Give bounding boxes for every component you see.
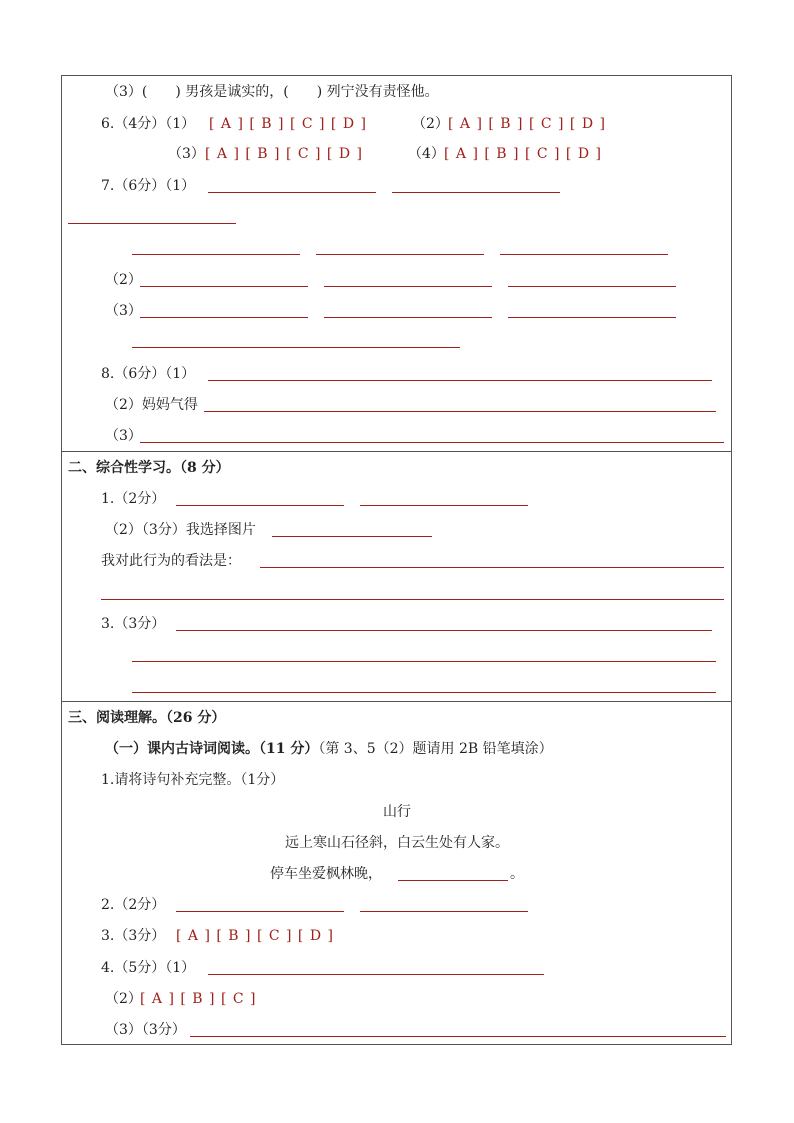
s3-sub-heading-row xyxy=(105,741,553,757)
answer-line[interactable] xyxy=(508,317,676,318)
answer-line[interactable] xyxy=(140,286,308,287)
answer-line[interactable] xyxy=(132,661,716,662)
answer-line[interactable] xyxy=(360,911,528,912)
s3-q4-label: 4.（5分）（1） xyxy=(101,960,196,976)
answer-line[interactable] xyxy=(176,630,712,631)
q6-4-label: （4） xyxy=(408,146,445,162)
answer-line[interactable] xyxy=(324,317,492,318)
q5-3-text: （3）( ) 男孩是诚实的，( ) 列宁没有责怪他。 xyxy=(105,84,439,100)
s3-q1-label: 1.请将诗句补充完整。（1分） xyxy=(101,772,285,788)
q7-2-label: （2） xyxy=(105,272,142,288)
q6-3-label: （3） xyxy=(168,146,205,162)
answer-line[interactable] xyxy=(204,411,716,412)
answer-line[interactable] xyxy=(68,223,236,224)
answer-line[interactable] xyxy=(190,1036,726,1037)
section-2-heading: 二、综合性学习。（8 分） xyxy=(68,460,230,476)
answer-line[interactable] xyxy=(260,567,724,568)
answer-line[interactable] xyxy=(132,254,300,255)
q6-2-options[interactable]: [ A ] [ B ] [ C ] [ D ] xyxy=(448,116,606,132)
section-3-heading: 三、阅读理解。（26 分） xyxy=(68,710,226,726)
poem-line-2-end: 。 xyxy=(510,866,524,882)
answer-line[interactable] xyxy=(316,254,484,255)
answer-line[interactable] xyxy=(208,974,544,975)
answer-line[interactable] xyxy=(508,286,676,287)
q6-label: 6.（4分）（1） xyxy=(101,116,196,132)
q7-label: 7.（6分）（1） xyxy=(101,178,196,194)
q6-1-options[interactable]: [ A ] [ B ] [ C ] [ D ] xyxy=(209,116,367,132)
s3-sub-note: （第 3、5（2）题请用 2B 铅笔填涂） xyxy=(318,741,553,757)
q8-label: 8.（6分）（1） xyxy=(101,366,196,382)
answer-line[interactable] xyxy=(101,599,724,600)
answer-line[interactable] xyxy=(360,505,528,506)
q8-2-label: （2）妈妈气得 xyxy=(105,397,198,413)
poem-answer-line[interactable] xyxy=(398,880,508,881)
s2-q3-label: 3.（3分） xyxy=(101,616,166,632)
s3-q3-label: 3.（3分） xyxy=(101,928,166,944)
s3-q4-2-label: （2） xyxy=(105,991,142,1007)
s3-sub-heading: （一）课内古诗词阅读。（11 分） xyxy=(105,741,319,757)
answer-line[interactable] xyxy=(176,505,344,506)
s3-q2-label: 2.（2分） xyxy=(101,897,166,913)
s2-q1-label: 1.（2分） xyxy=(101,491,166,507)
q8-3-label: （3） xyxy=(105,428,142,444)
section-divider-3 xyxy=(61,701,732,702)
answer-line[interactable] xyxy=(208,192,376,193)
poem-line-2-start: 停车坐爱枫林晚， xyxy=(270,866,382,882)
s3-q3-options[interactable]: [ A ] [ B ] [ C ] [ D ] xyxy=(176,928,334,944)
s2-q2-view-label: 我对此行为的看法是： xyxy=(101,553,241,569)
q7-3-label: （3） xyxy=(105,303,142,319)
q6-3-options[interactable]: [ A ] [ B ] [ C ] [ D ] xyxy=(205,146,363,162)
s3-q4-3-label: （3）（3分） xyxy=(105,1022,186,1038)
answer-line[interactable] xyxy=(176,911,344,912)
answer-line[interactable] xyxy=(272,536,432,537)
answer-line[interactable] xyxy=(324,286,492,287)
s2-q2-label: （2）（3分）我选择图片 xyxy=(105,522,256,538)
answer-line[interactable] xyxy=(208,380,712,381)
poem-title: 山行 xyxy=(383,804,411,820)
answer-line[interactable] xyxy=(500,254,668,255)
answer-line[interactable] xyxy=(392,192,560,193)
answer-line[interactable] xyxy=(140,317,308,318)
answer-line[interactable] xyxy=(132,347,460,348)
s3-q4-2-options[interactable]: [ A ] [ B ] [ C ] xyxy=(140,991,257,1007)
poem-line-1: 远上寒山石径斜，白云生处有人家。 xyxy=(285,835,509,851)
answer-line[interactable] xyxy=(140,442,724,443)
answer-line[interactable] xyxy=(132,692,716,693)
q6-2-label: （2） xyxy=(412,116,449,132)
section-divider-2 xyxy=(61,451,732,452)
q6-4-options[interactable]: [ A ] [ B ] [ C ] [ D ] xyxy=(444,146,602,162)
